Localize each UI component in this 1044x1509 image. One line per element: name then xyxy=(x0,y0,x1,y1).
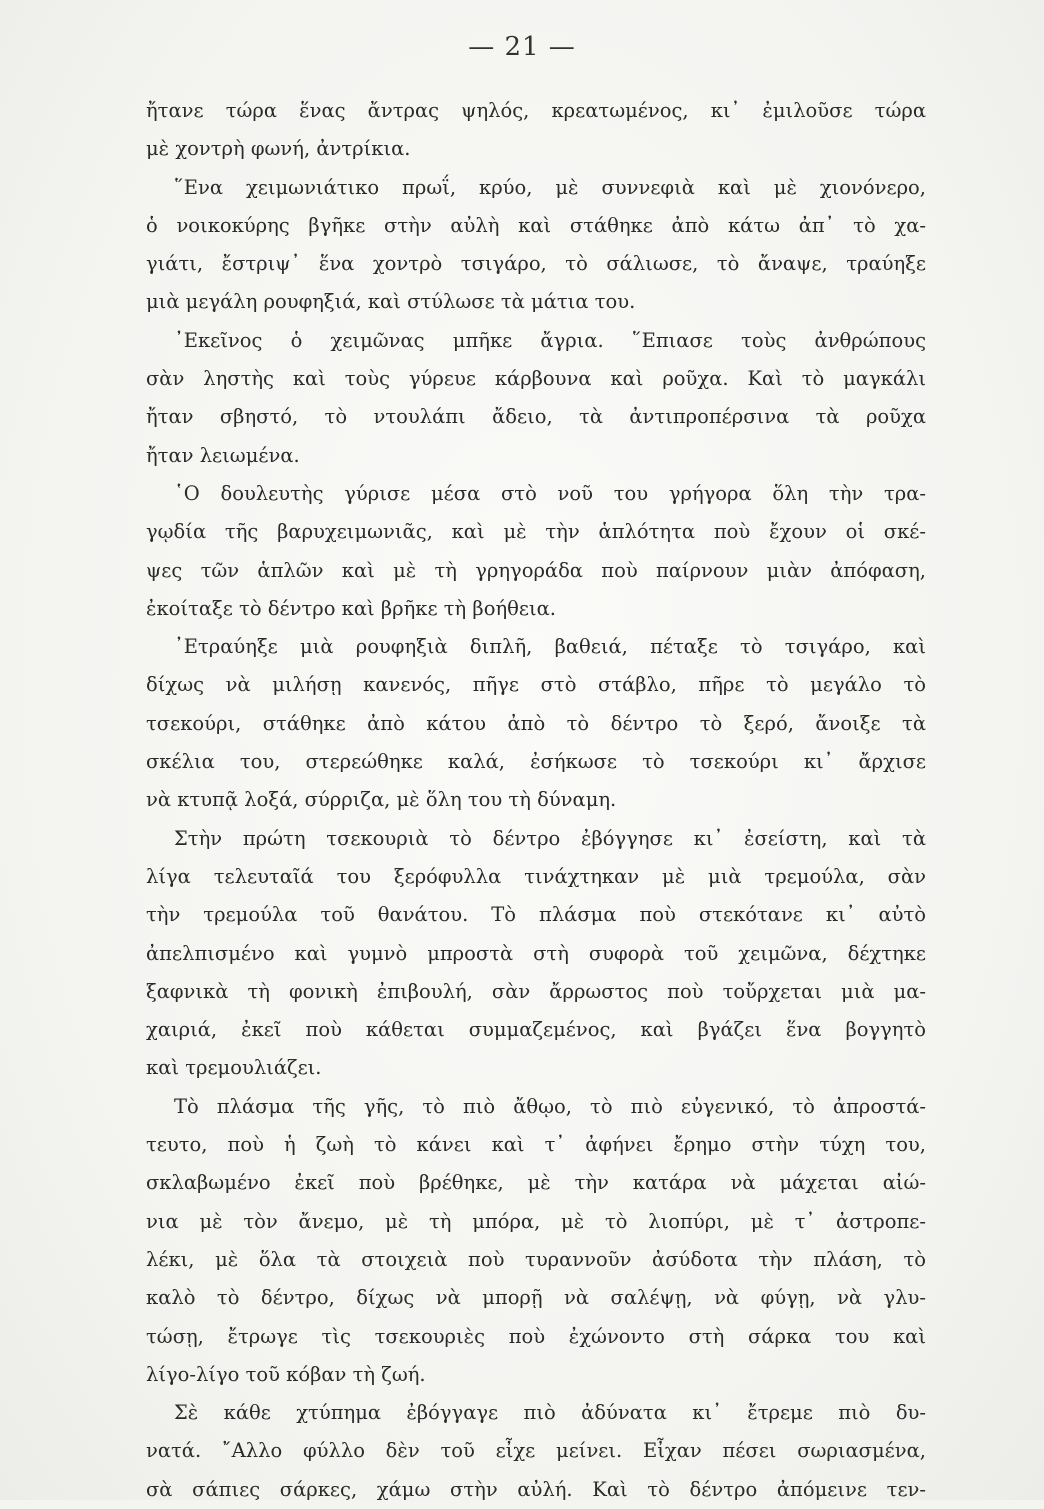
text-line: Σὲ κάθε χτύπημα ἐβόγγαγε πιὸ ἀδύνατα κι᾿ ἔτρεμε πιὸ δυ- xyxy=(174,1401,926,1425)
text-line: ῾Ο δουλευτὴς γύρισε μέσα στὸ νοῦ του γρήγορα ὅλη τὴν τρα- xyxy=(174,481,926,505)
text-line: τσεκούρι, στάθηκε ἀπὸ κάτου ἀπὸ τὸ δέντρο τὸ ξερό, ἄνοιξε τὰ xyxy=(146,711,926,735)
text-line: δίχως νὰ μιλήσῃ κανενός, πῆγε στὸ στάβλο, πῆρε τὸ μεγάλο τὸ xyxy=(146,673,926,697)
text-line: τώσῃ, ἔτρωγε τὶς τσεκουριὲς ποὺ ἐχώνοντο στὴ σάρκα του καὶ xyxy=(146,1324,926,1348)
text-line: γιάτι, ἔστριψ᾿ ἕνα χοντρὸ τσιγάρο, τὸ σάλιωσε, τὸ ἄναψε, τραύηξε xyxy=(146,252,926,276)
text-line: ἤταν σβηστό, τὸ ντουλάπι ἄδειο, τὰ ἀντιπροπέρσινα τὰ ροῦχα xyxy=(146,405,926,429)
text-line: λέκι, μὲ ὅλα τὰ στοιχειὰ ποὺ τυραννοῦν ἀσύδοτα τὴν πλάση, τὸ xyxy=(146,1247,926,1271)
text-line: ῞Ενα χειμωνιάτικο πρωΐ, κρύο, μὲ συννεφιὰ καὶ μὲ χιονόνερο, xyxy=(174,175,926,199)
text-line: τευτο, ποὺ ἡ ζωὴ τὸ κάνει καὶ τ᾿ ἀφήνει ἔρημο στὴν τύχη του, xyxy=(146,1133,926,1157)
text-line: καλὸ τὸ δέντρο, δίχως νὰ μπορῇ νὰ σαλέψῃ, νὰ φύγῃ, νὰ γλυ- xyxy=(146,1286,926,1310)
text-line: καὶ τρεμουλιάζει. xyxy=(146,1056,322,1080)
text-line: σκέλια του, στερεώθηκε καλά, ἐσήκωσε τὸ τσεκούρι κι᾿ ἄρχισε xyxy=(146,750,926,774)
text-line: μιὰ μεγάλη ρουφηξιά, καὶ στύλωσε τὰ μάτια του. xyxy=(146,290,636,314)
text-line: ἤταν λειωμένα. xyxy=(146,443,300,467)
text-line: ἀπελπισμένο καὶ γυμνὸ μπροστὰ στὴ συφορὰ τοῦ χειμῶνα, δέχτηκε xyxy=(146,941,926,965)
text-line: ὁ νοικοκύρης βγῆκε στὴν αὐλὴ καὶ στάθηκε ἀπὸ κάτω ἀπ᾿ τὸ χα- xyxy=(146,213,926,237)
text-line: τὴν τρεμούλα τοῦ θανάτου. Τὸ πλάσμα ποὺ στεκότανε κι᾿ αὐτὸ xyxy=(146,903,926,927)
text-line: νατά. ῎Αλλο φύλλο δὲν τοῦ εἶχε μείνει. Εἶχαν πέσει σωριασμένα, xyxy=(146,1439,926,1463)
text-line: λίγα τελευταῖά του ξερόφυλλα τινάχτηκαν μὲ μιὰ τρεμούλα, σὰν xyxy=(146,864,926,888)
text-line: λίγο-λίγο τοῦ κόβαν τὴ ζωή. xyxy=(146,1362,426,1386)
text-line: σὰ σάπιες σάρκες, χάμω στὴν αὐλή. Καὶ τὸ δέντρο ἀπόμεινε τεν- xyxy=(146,1477,926,1501)
text-line: ψες τῶν ἁπλῶν καὶ μὲ τὴ γρηγοράδα ποὺ παίρνουν μιὰν ἀπόφαση, xyxy=(146,558,926,582)
text-line: ἤτανε τώρα ἕνας ἄντρας ψηλός, κρεατωμένος, κι᾿ ἐμιλοῦσε τώρα xyxy=(146,99,926,122)
text-line: Στὴν πρώτη τσεκουριὰ τὸ δέντρο ἐβόγγησε κι᾿ ἐσείστη, καὶ τὰ xyxy=(174,826,926,850)
text-line: μὲ χοντρὴ φωνή, ἀντρίκια. xyxy=(146,137,411,161)
text-line: ᾿Ετραύηξε μιὰ ρουφηξιὰ διπλῆ, βαθειά, πέταξε τὸ τσιγάρο, καὶ xyxy=(174,635,926,659)
page-number: — 21 — xyxy=(468,32,576,62)
text-line: Τὸ πλάσμα τῆς γῆς, τὸ πιὸ ἄθῳο, τὸ πιὸ εὐγενικό, τὸ ἀπροστά- xyxy=(174,1094,926,1118)
text-line: χαιριά, ἐκεῖ ποὺ κάθεται συμμαζεμένος, καὶ βγάζει ἕνα βογγητὸ xyxy=(146,1018,926,1042)
text-line: ᾿Εκεῖνος ὁ χειμῶνας μπῆκε ἄγρια. ῞Επιασε τοὺς ἀνθρώπους xyxy=(174,328,926,352)
body-text xyxy=(146,92,926,1509)
text-line: γῳδία τῆς βαρυχειμωνιᾶς, καὶ μὲ τὴν ἁπλότητα ποὺ ἔχουν οἱ σκέ- xyxy=(146,520,926,544)
text-line: σὰν ληστὴς καὶ τοὺς γύρευε κάρβουνα καὶ ροῦχα. Καὶ τὸ μαγκάλι xyxy=(146,367,926,391)
text-line: ἐκοίταξε τὸ δέντρο καὶ βρῆκε τὴ βοήθεια. xyxy=(146,596,556,620)
text-line: νὰ κτυπᾷ λοξά, σύρριζα, μὲ ὅλη του τὴ δύναμη. xyxy=(146,788,617,812)
text-line: νια μὲ τὸν ἄνεμο, μὲ τὴ μπόρα, μὲ τὸ λιοπύρι, μὲ τ᾿ ἀστροπε- xyxy=(146,1209,926,1233)
text-line: ξαφνικὰ τὴ φονικὴ ἐπιβουλή, σὰν ἄρρωστος ποὺ τοὔρχεται μιὰ μα- xyxy=(146,979,926,1003)
text-line: σκλαβωμένο ἐκεῖ ποὺ βρέθηκε, μὲ τὴν κατάρα νὰ μάχεται αἰώ- xyxy=(146,1171,926,1195)
